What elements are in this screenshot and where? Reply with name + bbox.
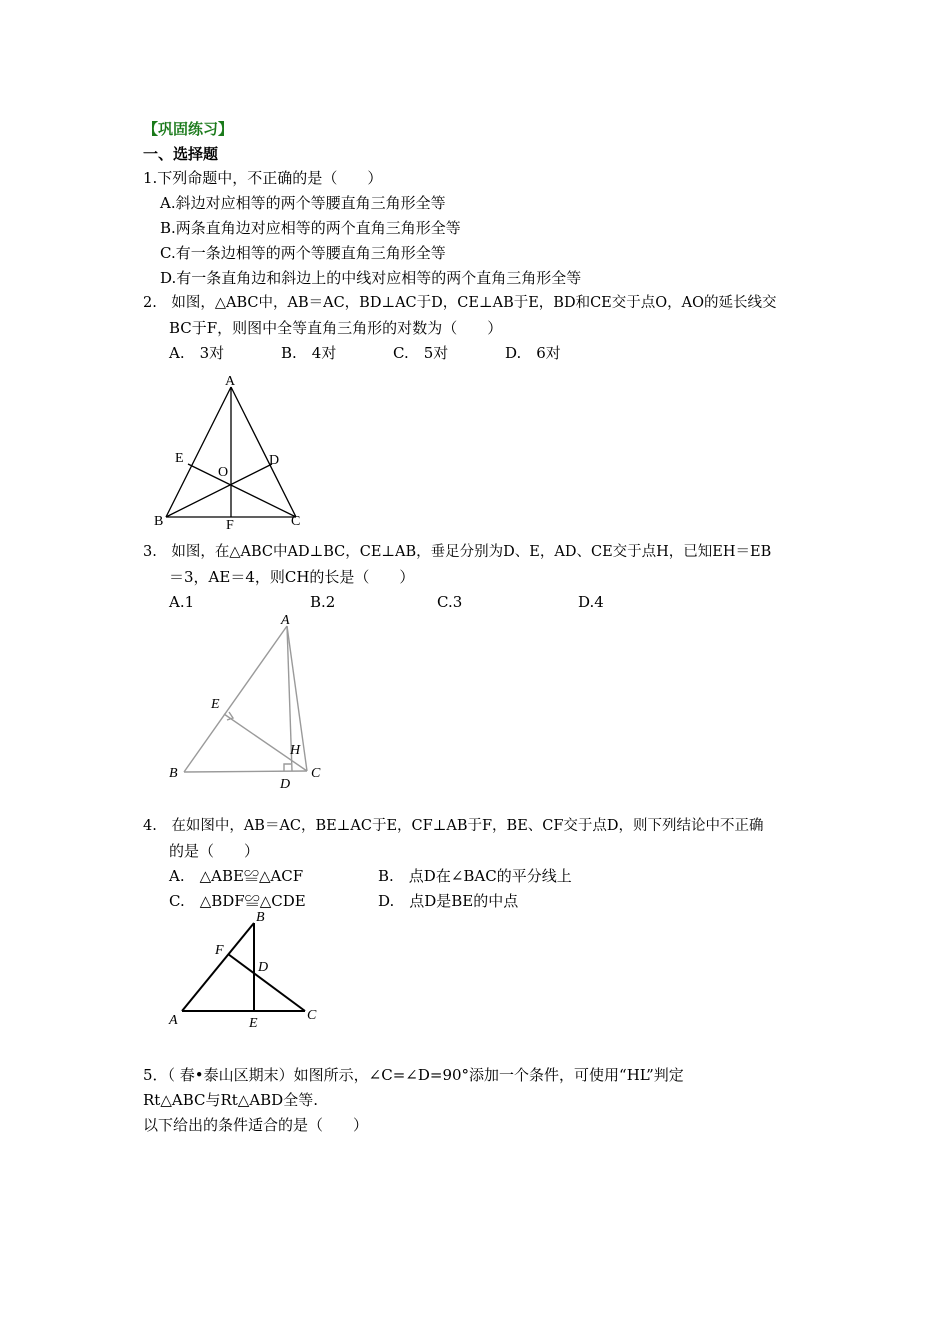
q1-option-c: C.有一条边相等的两个等腰直角三角形全等 [160, 244, 446, 262]
q3-figure [160, 608, 340, 793]
section-title: 【巩固练习】 [143, 120, 234, 138]
q4-label-f: F [215, 943, 224, 958]
q2-label-a: A [225, 374, 236, 389]
q2-label-e: E [175, 451, 184, 466]
q2-label-f: F [226, 518, 234, 533]
q4-option-d: D. 点D是BE的中点 [378, 892, 519, 910]
q2-option-c: C. 5对 [393, 344, 449, 362]
q3-stem-line1: 3. 如图，在△ABC中AD⊥BC，CE⊥AB，垂足分别为D、E，AD、CE交于点H，已知EH＝EB [143, 544, 772, 560]
q3-label-h: H [290, 743, 301, 758]
q4-figure [160, 905, 335, 1035]
q2-label-b: B [154, 514, 164, 529]
q2-stem-line2: BC于F，则图中全等直角三角形的对数为（ ） [169, 319, 503, 337]
q4-stem-line2: 的是（ ） [169, 842, 260, 860]
q2-side-ac [231, 387, 296, 517]
q2-figure [150, 372, 310, 532]
q4-option-c: C. △BDF≌△CDE [169, 892, 306, 910]
q4-option-a: A. △ABE≌△ACF [169, 867, 304, 885]
q2-segment-ce [188, 464, 296, 517]
q2-label-c: C [291, 514, 301, 529]
q2-option-d: D. 6对 [505, 344, 561, 362]
q4-label-e: E [249, 1016, 258, 1031]
q2-label-d: D [269, 453, 280, 468]
q3-stem-line2: ＝3，AE＝4，则CH的长是（ ） [169, 568, 415, 586]
q3-side-ab [184, 626, 287, 772]
q3-option-a: A.1 [169, 593, 195, 611]
q3-side-bc [184, 771, 307, 772]
q3-option-d: D.4 [578, 593, 604, 611]
q5-stem-line3: 以下给出的条件适合的是（ ） [143, 1116, 369, 1134]
q3-label-b: B [169, 766, 178, 781]
q2-stem-line1: 2. 如图，△ABC中，AB＝AC，BD⊥AC于D，CE⊥AB于E，BD和CE交于点O，AO的延长线交 [143, 295, 777, 311]
q4-label-a: A [169, 1013, 178, 1028]
q3-label-e: E [211, 697, 220, 712]
q3-right-angle-d [284, 764, 291, 771]
q1-option-a: A.斜边对应相等的两个等腰直角三角形全等 [160, 194, 446, 212]
q4-label-d: D [258, 960, 269, 975]
q5-stem-line2: Rt△ABC与Rt△ABD全等. [143, 1091, 318, 1109]
q5-stem-line1: 5．（ 春•泰山区期末）如图所示，∠C=∠D=90°添加一个条件，可使用“HL”判定 [143, 1066, 684, 1084]
q2-option-b: B. 4对 [281, 344, 337, 362]
q1-option-b: B.两条直角边对应相等的两个直角三角形全等 [160, 219, 461, 237]
q4-label-c: C [307, 1008, 317, 1023]
q3-label-d: D [280, 777, 291, 792]
q1-stem: 1.下列命题中，不正确的是（ ） [143, 169, 383, 187]
q4-stem-line1: 4. 在如图中，AB＝AC，BE⊥AC于E，CF⊥AB于F，BE、CF交于点D，则下列结论中不正确 [143, 818, 764, 834]
q3-option-b: B.2 [310, 593, 336, 611]
part-heading: 一、选择题 [143, 145, 219, 163]
q2-option-a: A. 3对 [169, 344, 225, 362]
q4-option-b: B. 点D在∠BAC的平分线上 [378, 867, 572, 885]
q3-label-c: C [311, 766, 321, 781]
q1-option-d: D.有一条直角边和斜边上的中线对应相等的两个直角三角形全等 [160, 269, 582, 287]
q3-option-c: C.3 [437, 593, 463, 611]
q2-label-o: O [218, 465, 229, 480]
q4-side-ab [182, 923, 254, 1011]
q4-label-b: B [256, 910, 265, 925]
q3-label-a: A [281, 613, 290, 628]
